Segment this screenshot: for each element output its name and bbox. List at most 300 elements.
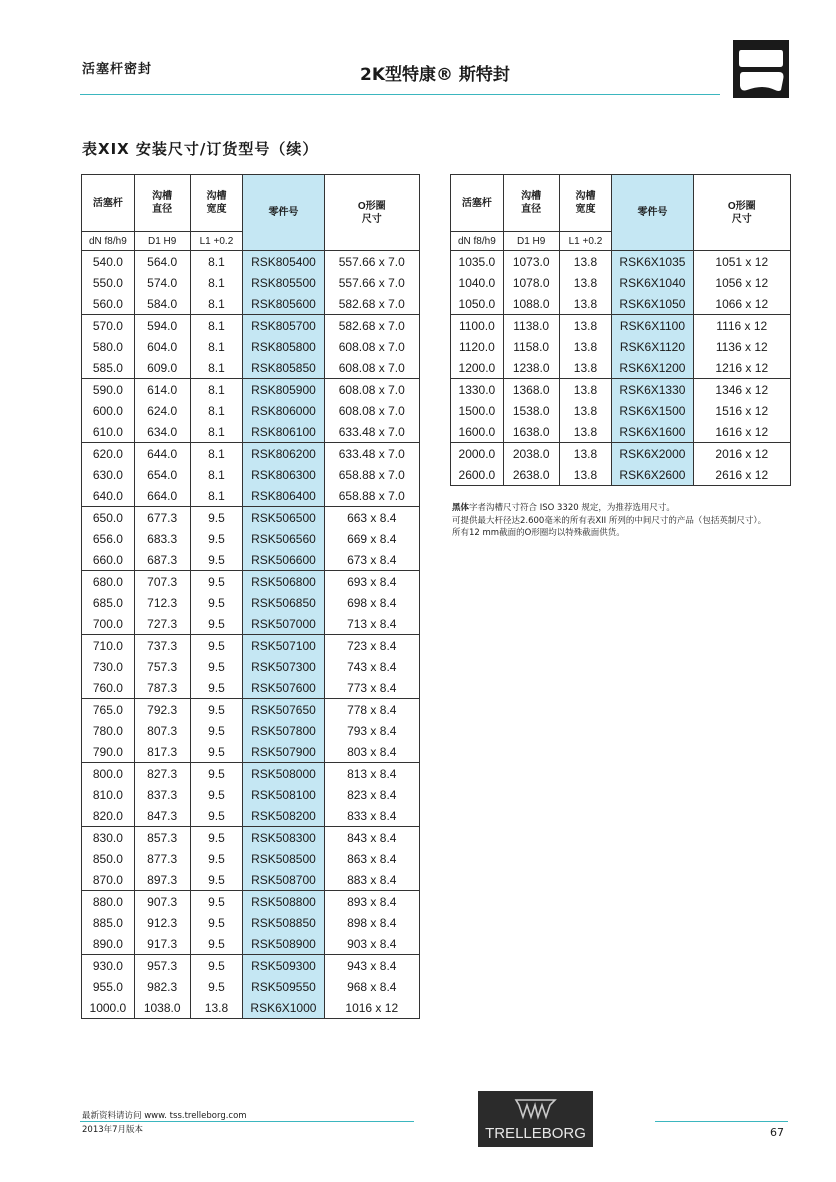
cell-groove-width: 9.5 xyxy=(190,528,243,549)
cell-groove-width: 9.5 xyxy=(190,699,243,721)
cell-groove-width: 9.5 xyxy=(190,805,243,827)
cell-rod-diameter: 630.0 xyxy=(82,464,135,485)
cell-groove-width: 8.1 xyxy=(190,485,243,507)
cell-part-number: RSK6X2600 xyxy=(612,464,693,486)
table-row xyxy=(82,293,420,315)
cell-groove-diameter: 1078.0 xyxy=(503,272,559,293)
cell-rod-diameter: 650.0 xyxy=(82,507,135,529)
cell-groove-diameter: 1238.0 xyxy=(503,357,559,379)
cell-part-number: RSK806000 xyxy=(243,400,324,421)
dimension-table-left xyxy=(81,174,420,1019)
cell-groove-diameter: 594.0 xyxy=(134,315,190,337)
cell-groove-width: 13.8 xyxy=(559,336,612,357)
cell-rod-diameter: 685.0 xyxy=(82,592,135,613)
header-section-label: 活塞杆密封 xyxy=(82,62,153,77)
cell-part-number: RSK507800 xyxy=(243,720,324,741)
cell-part-number: RSK508200 xyxy=(243,805,324,827)
cell-oring-size: 773 x 8.4 xyxy=(324,677,419,699)
cell-part-number: RSK506800 xyxy=(243,571,324,593)
cell-oring-size: 793 x 8.4 xyxy=(324,720,419,741)
cell-rod-diameter: 590.0 xyxy=(82,379,135,401)
cell-oring-size: 943 x 8.4 xyxy=(324,955,419,977)
table-row xyxy=(451,379,791,401)
subheader-diameter-tolerance: D1 H9 xyxy=(503,232,559,251)
cell-part-number: RSK805500 xyxy=(243,272,324,293)
cell-part-number: RSK6X1600 xyxy=(612,421,693,443)
cell-oring-size: 1346 x 12 xyxy=(693,379,790,401)
header-part-number: 零件号 xyxy=(612,175,693,251)
table-row xyxy=(82,912,420,933)
cell-part-number: RSK508300 xyxy=(243,827,324,849)
table-row xyxy=(82,485,420,507)
cell-rod-diameter: 1600.0 xyxy=(451,421,504,443)
cell-rod-diameter: 880.0 xyxy=(82,891,135,913)
note-line-3: 所有12 mm截面的O形圈均以特殊截面供货。 xyxy=(452,528,625,538)
cell-groove-width: 9.5 xyxy=(190,955,243,977)
cell-rod-diameter: 765.0 xyxy=(82,699,135,721)
cell-part-number: RSK6X1035 xyxy=(612,251,693,273)
cell-groove-diameter: 727.3 xyxy=(134,613,190,635)
cell-groove-diameter: 757.3 xyxy=(134,656,190,677)
header-rod: 活塞杆 xyxy=(82,175,135,232)
cell-groove-diameter: 677.3 xyxy=(134,507,190,529)
table-row xyxy=(82,379,420,401)
cell-rod-diameter: 1050.0 xyxy=(451,293,504,315)
cell-rod-diameter: 890.0 xyxy=(82,933,135,955)
cell-part-number: RSK507100 xyxy=(243,635,324,657)
cell-oring-size: 608.08 x 7.0 xyxy=(324,357,419,379)
header-divider xyxy=(80,94,720,95)
cell-part-number: RSK508000 xyxy=(243,763,324,785)
cell-rod-diameter: 800.0 xyxy=(82,763,135,785)
cell-part-number: RSK806200 xyxy=(243,443,324,465)
subheader-width-tolerance: L1 +0.2 xyxy=(559,232,612,251)
cell-oring-size: 778 x 8.4 xyxy=(324,699,419,721)
cell-part-number: RSK507300 xyxy=(243,656,324,677)
cell-oring-size: 1051 x 12 xyxy=(693,251,790,273)
header-groove-width: 沟槽 宽度 xyxy=(190,175,243,232)
table-row xyxy=(82,955,420,977)
table-row xyxy=(82,357,420,379)
cell-rod-diameter: 1200.0 xyxy=(451,357,504,379)
subheader-diameter-tolerance: D1 H9 xyxy=(134,232,190,251)
table-row xyxy=(82,677,420,699)
table-row xyxy=(451,336,791,357)
cell-oring-size: 658.88 x 7.0 xyxy=(324,464,419,485)
table-row xyxy=(82,571,420,593)
cell-part-number: RSK805400 xyxy=(243,251,324,273)
subheader-rod-tolerance: dN f8/h9 xyxy=(82,232,135,251)
cell-part-number: RSK506500 xyxy=(243,507,324,529)
cell-oring-size: 903 x 8.4 xyxy=(324,933,419,955)
table-row xyxy=(82,251,420,273)
cell-part-number: RSK6X1100 xyxy=(612,315,693,337)
cell-part-number: RSK6X1120 xyxy=(612,336,693,357)
cell-rod-diameter: 585.0 xyxy=(82,357,135,379)
cell-part-number: RSK6X2000 xyxy=(612,443,693,465)
table-row xyxy=(451,272,791,293)
table-body-left xyxy=(82,175,420,1019)
note-line-2: 可提供最大杆径达2.600毫米的所有表XII 所列的中间尺寸的产品（包括英制尺寸）。 xyxy=(452,515,767,526)
cell-oring-size: 803 x 8.4 xyxy=(324,741,419,763)
cell-groove-diameter: 574.0 xyxy=(134,272,190,293)
table-row xyxy=(451,464,791,486)
table-row xyxy=(82,805,420,827)
cell-groove-width: 13.8 xyxy=(559,379,612,401)
cell-oring-size: 833 x 8.4 xyxy=(324,805,419,827)
cell-oring-size: 713 x 8.4 xyxy=(324,613,419,635)
table-row xyxy=(82,272,420,293)
cell-oring-size: 1136 x 12 xyxy=(693,336,790,357)
table-row xyxy=(451,421,791,443)
table-row xyxy=(82,933,420,955)
cell-part-number: RSK507900 xyxy=(243,741,324,763)
cell-oring-size: 608.08 x 7.0 xyxy=(324,400,419,421)
cell-rod-diameter: 1330.0 xyxy=(451,379,504,401)
cell-rod-diameter: 955.0 xyxy=(82,976,135,997)
cell-rod-diameter: 570.0 xyxy=(82,315,135,337)
cell-part-number: RSK509300 xyxy=(243,955,324,977)
table-row xyxy=(82,443,420,465)
cell-oring-size: 582.68 x 7.0 xyxy=(324,293,419,315)
cell-groove-width: 9.5 xyxy=(190,784,243,805)
cell-oring-size: 2016 x 12 xyxy=(693,443,790,465)
table-row xyxy=(82,656,420,677)
cell-groove-diameter: 2638.0 xyxy=(503,464,559,486)
table-row xyxy=(451,357,791,379)
cell-groove-width: 8.1 xyxy=(190,336,243,357)
cell-part-number: RSK508500 xyxy=(243,848,324,869)
cell-groove-diameter: 827.3 xyxy=(134,763,190,785)
cell-groove-diameter: 2038.0 xyxy=(503,443,559,465)
cell-groove-diameter: 1368.0 xyxy=(503,379,559,401)
cell-oring-size: 1056 x 12 xyxy=(693,272,790,293)
cell-part-number: RSK805600 xyxy=(243,293,324,315)
cell-groove-diameter: 737.3 xyxy=(134,635,190,657)
cell-part-number: RSK805850 xyxy=(243,357,324,379)
cell-groove-width: 9.5 xyxy=(190,827,243,849)
table-row xyxy=(82,421,420,443)
cell-groove-width: 9.5 xyxy=(190,613,243,635)
cell-oring-size: 658.88 x 7.0 xyxy=(324,485,419,507)
cell-oring-size: 1116 x 12 xyxy=(693,315,790,337)
cell-oring-size: 633.48 x 7.0 xyxy=(324,421,419,443)
note-line-1 xyxy=(452,502,798,515)
cell-groove-diameter: 584.0 xyxy=(134,293,190,315)
table-row xyxy=(82,315,420,337)
cell-part-number: RSK509550 xyxy=(243,976,324,997)
cell-groove-diameter: 917.3 xyxy=(134,933,190,955)
cell-groove-diameter: 654.0 xyxy=(134,464,190,485)
cell-oring-size: 883 x 8.4 xyxy=(324,869,419,891)
cell-rod-diameter: 620.0 xyxy=(82,443,135,465)
cell-groove-width: 9.5 xyxy=(190,848,243,869)
cell-groove-diameter: 604.0 xyxy=(134,336,190,357)
cell-groove-width: 9.5 xyxy=(190,869,243,891)
header-oring-size: O形圈 尺寸 xyxy=(693,175,790,251)
cell-groove-width: 13.8 xyxy=(559,443,612,465)
cell-rod-diameter: 820.0 xyxy=(82,805,135,827)
cell-rod-diameter: 760.0 xyxy=(82,677,135,699)
cell-part-number: RSK506850 xyxy=(243,592,324,613)
cell-oring-size: 608.08 x 7.0 xyxy=(324,336,419,357)
header-oring-size: O形圈 尺寸 xyxy=(324,175,419,251)
table-row xyxy=(451,315,791,337)
cell-groove-diameter: 907.3 xyxy=(134,891,190,913)
cell-groove-diameter: 634.0 xyxy=(134,421,190,443)
cell-oring-size: 1016 x 12 xyxy=(324,997,419,1019)
cell-rod-diameter: 730.0 xyxy=(82,656,135,677)
cell-part-number: RSK6X1050 xyxy=(612,293,693,315)
cell-rod-diameter: 656.0 xyxy=(82,528,135,549)
table-row xyxy=(82,848,420,869)
cell-part-number: RSK805900 xyxy=(243,379,324,401)
cell-groove-diameter: 1158.0 xyxy=(503,336,559,357)
cell-oring-size: 743 x 8.4 xyxy=(324,656,419,677)
cell-rod-diameter: 710.0 xyxy=(82,635,135,657)
cell-rod-diameter: 2000.0 xyxy=(451,443,504,465)
cell-rod-diameter: 1120.0 xyxy=(451,336,504,357)
cell-groove-diameter: 877.3 xyxy=(134,848,190,869)
cell-groove-diameter: 1038.0 xyxy=(134,997,190,1019)
cell-rod-diameter: 1100.0 xyxy=(451,315,504,337)
cell-oring-size: 693 x 8.4 xyxy=(324,571,419,593)
cell-oring-size: 633.48 x 7.0 xyxy=(324,443,419,465)
cell-groove-width: 8.1 xyxy=(190,464,243,485)
cell-oring-size: 2616 x 12 xyxy=(693,464,790,486)
cell-rod-diameter: 930.0 xyxy=(82,955,135,977)
cell-groove-width: 9.5 xyxy=(190,741,243,763)
cell-oring-size: 863 x 8.4 xyxy=(324,848,419,869)
header-groove-diameter: 沟槽 直径 xyxy=(503,175,559,232)
cell-part-number: RSK6X1330 xyxy=(612,379,693,401)
cell-oring-size: 669 x 8.4 xyxy=(324,528,419,549)
cell-part-number: RSK506560 xyxy=(243,528,324,549)
cell-rod-diameter: 870.0 xyxy=(82,869,135,891)
cell-rod-diameter: 2600.0 xyxy=(451,464,504,486)
cell-oring-size: 557.66 x 7.0 xyxy=(324,251,419,273)
cell-groove-width: 13.8 xyxy=(559,272,612,293)
footer-divider-right xyxy=(655,1121,788,1122)
table-body-right xyxy=(451,175,791,486)
table-row xyxy=(82,400,420,421)
table-row xyxy=(82,507,420,529)
table-row xyxy=(82,891,420,913)
cell-part-number: RSK6X1000 xyxy=(243,997,324,1019)
cell-rod-diameter: 1040.0 xyxy=(451,272,504,293)
cell-oring-size: 663 x 8.4 xyxy=(324,507,419,529)
cell-groove-diameter: 787.3 xyxy=(134,677,190,699)
table-row xyxy=(82,635,420,657)
table-row xyxy=(82,613,420,635)
cell-groove-diameter: 807.3 xyxy=(134,720,190,741)
cell-groove-width: 8.1 xyxy=(190,251,243,273)
table-row xyxy=(82,720,420,741)
cell-groove-width: 13.8 xyxy=(559,357,612,379)
cell-groove-diameter: 664.0 xyxy=(134,485,190,507)
cell-rod-diameter: 680.0 xyxy=(82,571,135,593)
cell-oring-size: 1066 x 12 xyxy=(693,293,790,315)
cell-groove-diameter: 564.0 xyxy=(134,251,190,273)
table-row xyxy=(451,400,791,421)
cell-groove-width: 9.5 xyxy=(190,571,243,593)
table-row xyxy=(82,528,420,549)
cell-groove-diameter: 624.0 xyxy=(134,400,190,421)
cell-groove-width: 8.1 xyxy=(190,421,243,443)
cell-part-number: RSK805800 xyxy=(243,336,324,357)
table-row xyxy=(82,699,420,721)
table-row xyxy=(82,869,420,891)
cell-part-number: RSK507600 xyxy=(243,677,324,699)
cell-part-number: RSK508850 xyxy=(243,912,324,933)
table-row xyxy=(82,827,420,849)
table-row xyxy=(82,592,420,613)
cell-rod-diameter: 540.0 xyxy=(82,251,135,273)
cell-groove-diameter: 707.3 xyxy=(134,571,190,593)
cell-groove-width: 13.8 xyxy=(559,400,612,421)
cell-rod-diameter: 790.0 xyxy=(82,741,135,763)
cell-part-number: RSK806300 xyxy=(243,464,324,485)
subheader-width-tolerance: L1 +0.2 xyxy=(190,232,243,251)
cell-rod-diameter: 600.0 xyxy=(82,400,135,421)
footer-edition-text: 2013年7月版本 xyxy=(82,1125,144,1135)
cell-groove-width: 9.5 xyxy=(190,891,243,913)
cell-groove-width: 9.5 xyxy=(190,549,243,571)
cell-part-number: RSK6X1200 xyxy=(612,357,693,379)
cell-oring-size: 582.68 x 7.0 xyxy=(324,315,419,337)
cell-oring-size: 1216 x 12 xyxy=(693,357,790,379)
cell-rod-diameter: 660.0 xyxy=(82,549,135,571)
brand-name: TRELLEBORG xyxy=(485,1125,586,1142)
section-title: 表XIX 安装尺寸/订货型号（续） xyxy=(82,140,319,158)
cell-part-number: RSK507000 xyxy=(243,613,324,635)
cell-groove-width: 9.5 xyxy=(190,656,243,677)
table-row xyxy=(451,443,791,465)
cell-groove-width: 13.8 xyxy=(559,251,612,273)
cell-groove-width: 9.5 xyxy=(190,507,243,529)
table-row xyxy=(82,336,420,357)
cell-groove-width: 13.8 xyxy=(559,293,612,315)
cell-rod-diameter: 580.0 xyxy=(82,336,135,357)
cell-groove-diameter: 817.3 xyxy=(134,741,190,763)
cell-rod-diameter: 560.0 xyxy=(82,293,135,315)
cell-rod-diameter: 1500.0 xyxy=(451,400,504,421)
cell-rod-diameter: 885.0 xyxy=(82,912,135,933)
cell-oring-size: 843 x 8.4 xyxy=(324,827,419,849)
cell-groove-diameter: 1538.0 xyxy=(503,400,559,421)
cell-rod-diameter: 550.0 xyxy=(82,272,135,293)
cell-groove-width: 9.5 xyxy=(190,912,243,933)
table-row xyxy=(82,741,420,763)
cell-groove-width: 9.5 xyxy=(190,976,243,997)
cell-oring-size: 893 x 8.4 xyxy=(324,891,419,913)
header-groove-diameter: 沟槽 直径 xyxy=(134,175,190,232)
cell-groove-diameter: 644.0 xyxy=(134,443,190,465)
page-title: 2K型特康® 斯特封 xyxy=(360,65,510,85)
subheader-rod-tolerance: dN f8/h9 xyxy=(451,232,504,251)
cell-groove-diameter: 1088.0 xyxy=(503,293,559,315)
cell-groove-width: 8.1 xyxy=(190,400,243,421)
cell-groove-diameter: 614.0 xyxy=(134,379,190,401)
cell-groove-width: 13.8 xyxy=(559,315,612,337)
cell-part-number: RSK805700 xyxy=(243,315,324,337)
cell-groove-diameter: 847.3 xyxy=(134,805,190,827)
page-number: 67 xyxy=(770,1126,784,1139)
cell-groove-width: 13.8 xyxy=(559,464,612,486)
cell-oring-size: 823 x 8.4 xyxy=(324,784,419,805)
table-row xyxy=(82,464,420,485)
cell-part-number: RSK6X1040 xyxy=(612,272,693,293)
cell-part-number: RSK508100 xyxy=(243,784,324,805)
cell-groove-diameter: 982.3 xyxy=(134,976,190,997)
cell-groove-diameter: 912.3 xyxy=(134,912,190,933)
cell-rod-diameter: 780.0 xyxy=(82,720,135,741)
table-row xyxy=(451,293,791,315)
cell-part-number: RSK806400 xyxy=(243,485,324,507)
cell-part-number: RSK6X1500 xyxy=(612,400,693,421)
cell-groove-width: 13.8 xyxy=(190,997,243,1019)
cell-oring-size: 673 x 8.4 xyxy=(324,549,419,571)
table-row xyxy=(451,251,791,273)
cell-part-number: RSK506600 xyxy=(243,549,324,571)
cell-part-number: RSK806100 xyxy=(243,421,324,443)
cell-oring-size: 557.66 x 7.0 xyxy=(324,272,419,293)
cell-groove-diameter: 683.3 xyxy=(134,528,190,549)
cell-groove-width: 8.1 xyxy=(190,315,243,337)
cell-groove-diameter: 837.3 xyxy=(134,784,190,805)
cell-groove-diameter: 687.3 xyxy=(134,549,190,571)
cell-oring-size: 898 x 8.4 xyxy=(324,912,419,933)
cell-oring-size: 608.08 x 7.0 xyxy=(324,379,419,401)
cell-groove-width: 9.5 xyxy=(190,635,243,657)
cell-groove-diameter: 957.3 xyxy=(134,955,190,977)
footer-website-text: 最新资料请访问 www. tss.trelleborg.com xyxy=(82,1111,247,1121)
cell-groove-width: 8.1 xyxy=(190,379,243,401)
table-row xyxy=(82,763,420,785)
header-groove-width: 沟槽 宽度 xyxy=(559,175,612,232)
table-header-row xyxy=(451,175,791,232)
cell-groove-diameter: 792.3 xyxy=(134,699,190,721)
cell-oring-size: 1616 x 12 xyxy=(693,421,790,443)
table-notes xyxy=(452,502,798,540)
cell-rod-diameter: 830.0 xyxy=(82,827,135,849)
cell-rod-diameter: 1035.0 xyxy=(451,251,504,273)
cell-groove-diameter: 897.3 xyxy=(134,869,190,891)
cell-rod-diameter: 850.0 xyxy=(82,848,135,869)
cell-part-number: RSK508800 xyxy=(243,891,324,913)
cell-groove-width: 9.5 xyxy=(190,720,243,741)
header-part-number: 零件号 xyxy=(243,175,324,251)
note-bold-prefix: 黑体 xyxy=(452,503,470,513)
cell-part-number: RSK507650 xyxy=(243,699,324,721)
table-row xyxy=(82,549,420,571)
note-line-1-text: 字者沟槽尺寸符合 ISO 3320 规定，为推荐选用尺寸。 xyxy=(469,503,675,513)
cell-groove-diameter: 857.3 xyxy=(134,827,190,849)
cell-rod-diameter: 810.0 xyxy=(82,784,135,805)
cell-groove-diameter: 712.3 xyxy=(134,592,190,613)
cell-groove-width: 8.1 xyxy=(190,357,243,379)
cell-groove-width: 13.8 xyxy=(559,421,612,443)
cell-part-number: RSK508900 xyxy=(243,933,324,955)
cell-oring-size: 698 x 8.4 xyxy=(324,592,419,613)
cell-oring-size: 1516 x 12 xyxy=(693,400,790,421)
cell-groove-width: 8.1 xyxy=(190,293,243,315)
footer-divider-left xyxy=(80,1121,414,1122)
table-row xyxy=(82,976,420,997)
cell-rod-diameter: 640.0 xyxy=(82,485,135,507)
cell-groove-diameter: 1638.0 xyxy=(503,421,559,443)
cell-groove-width: 9.5 xyxy=(190,592,243,613)
